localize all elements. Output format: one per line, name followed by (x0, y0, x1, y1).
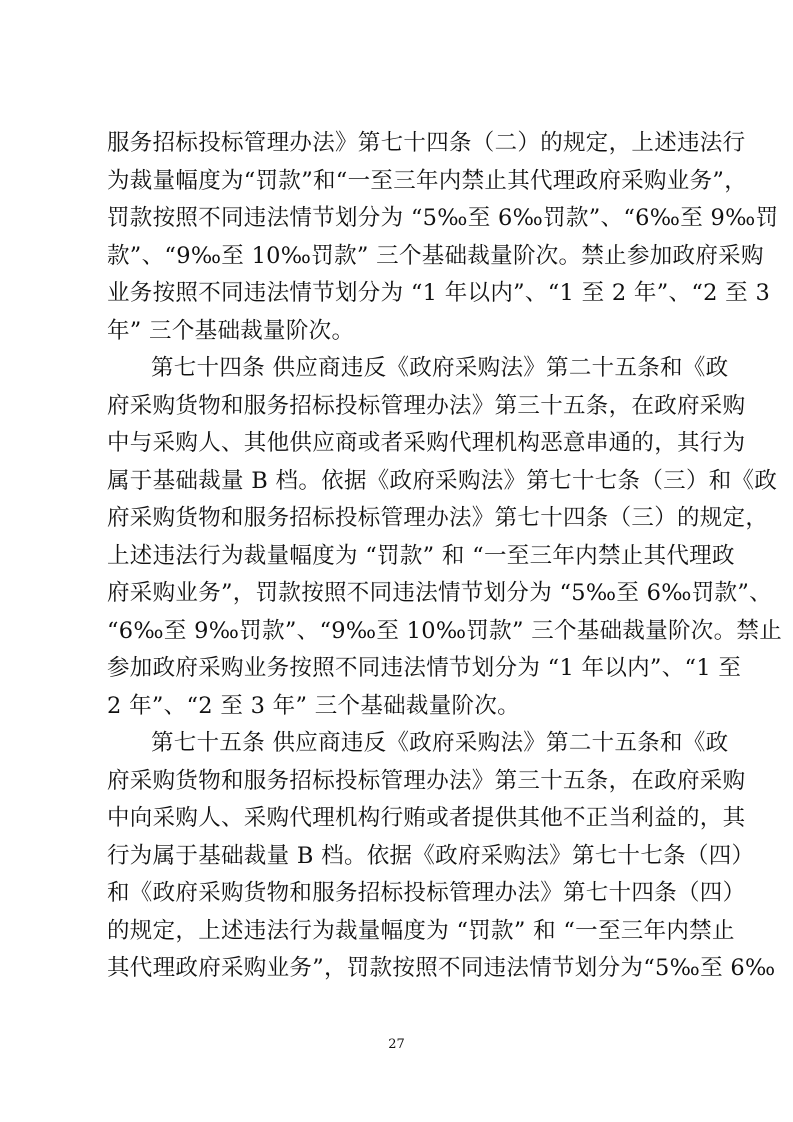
text-line: 府采购业务”，罚款按照不同违法情节划分为 “5‰至 6‰罚款”、 (107, 580, 772, 606)
text-line: 业务按照不同违法情节划分为 “1 年以内”、“1 至 2 年”、“2 至 3 (107, 280, 771, 306)
body-text (107, 125, 783, 988)
text-line: 上述违法行为裁量幅度为 “罚款” 和 “一至三年内禁止其代理政 (107, 542, 735, 569)
text-line: 参加政府采购业务按照不同违法情节划分为 “1 年以内”、“1 至 (107, 655, 742, 681)
text-line: 2 年”、“2 至 3 年” 三个基础裁量阶次。 (107, 692, 520, 719)
text-line: 行为属于基础裁量 B 档。依据《政府采购法》第七十七条（四） (107, 842, 755, 869)
text-line: 年” 三个基础裁量阶次。 (107, 317, 355, 344)
text-line: 府采购货物和服务招标投标管理办法》第七十四条（三）的规定， (107, 505, 769, 531)
paragraph-start-line: 第七十五条 供应商违反《政府采购法》第二十五条和《政 (151, 730, 729, 756)
text-line: 罚款按照不同违法情节划分为 “5‰至 6‰罚款”、“6‰至 9‰罚 (107, 205, 779, 231)
text-line: 中向采购人、采购代理机构行贿或者提供其他不正当利益的，其 (107, 805, 746, 831)
text-line: 中与采购人、其他供应商或者采购代理机构恶意串通的，其行为 (107, 430, 746, 456)
text-line: 其代理政府采购业务”，罚款按照不同违法情节划分为“5‰至 6‰ (107, 955, 776, 981)
text-line: 属于基础裁量 B 档。依据《政府采购法》第七十七条（三）和《政 (107, 467, 778, 494)
text-line: 和《政府采购货物和服务招标投标管理办法》第七十四条（四） (107, 880, 746, 906)
text-line: 为裁量幅度为“罚款”和“一至三年内禁止其代理政府采购业务”， (107, 167, 748, 194)
text-line: 府采购货物和服务招标投标管理办法》第三十五条，在政府采购 (107, 767, 746, 794)
text-line: 服务招标投标管理办法》第七十四条（二）的规定，上述违法行 (107, 130, 746, 156)
page-number: 27 (388, 1037, 405, 1052)
text-line: 的规定，上述违法行为裁量幅度为 “罚款” 和 “一至三年内禁止 (107, 917, 735, 944)
text-line: “6‰至 9‰罚款”、“9‰至 10‰罚款” 三个基础裁量阶次。禁止 (107, 617, 783, 644)
text-line: 款”、“9‰至 10‰罚款” 三个基础裁量阶次。禁止参加政府采购 (107, 242, 764, 269)
paragraph-start-line: 第七十四条 供应商违反《政府采购法》第二十五条和《政 (151, 355, 729, 381)
text-line: 府采购货物和服务招标投标管理办法》第三十五条，在政府采购 (107, 392, 746, 419)
